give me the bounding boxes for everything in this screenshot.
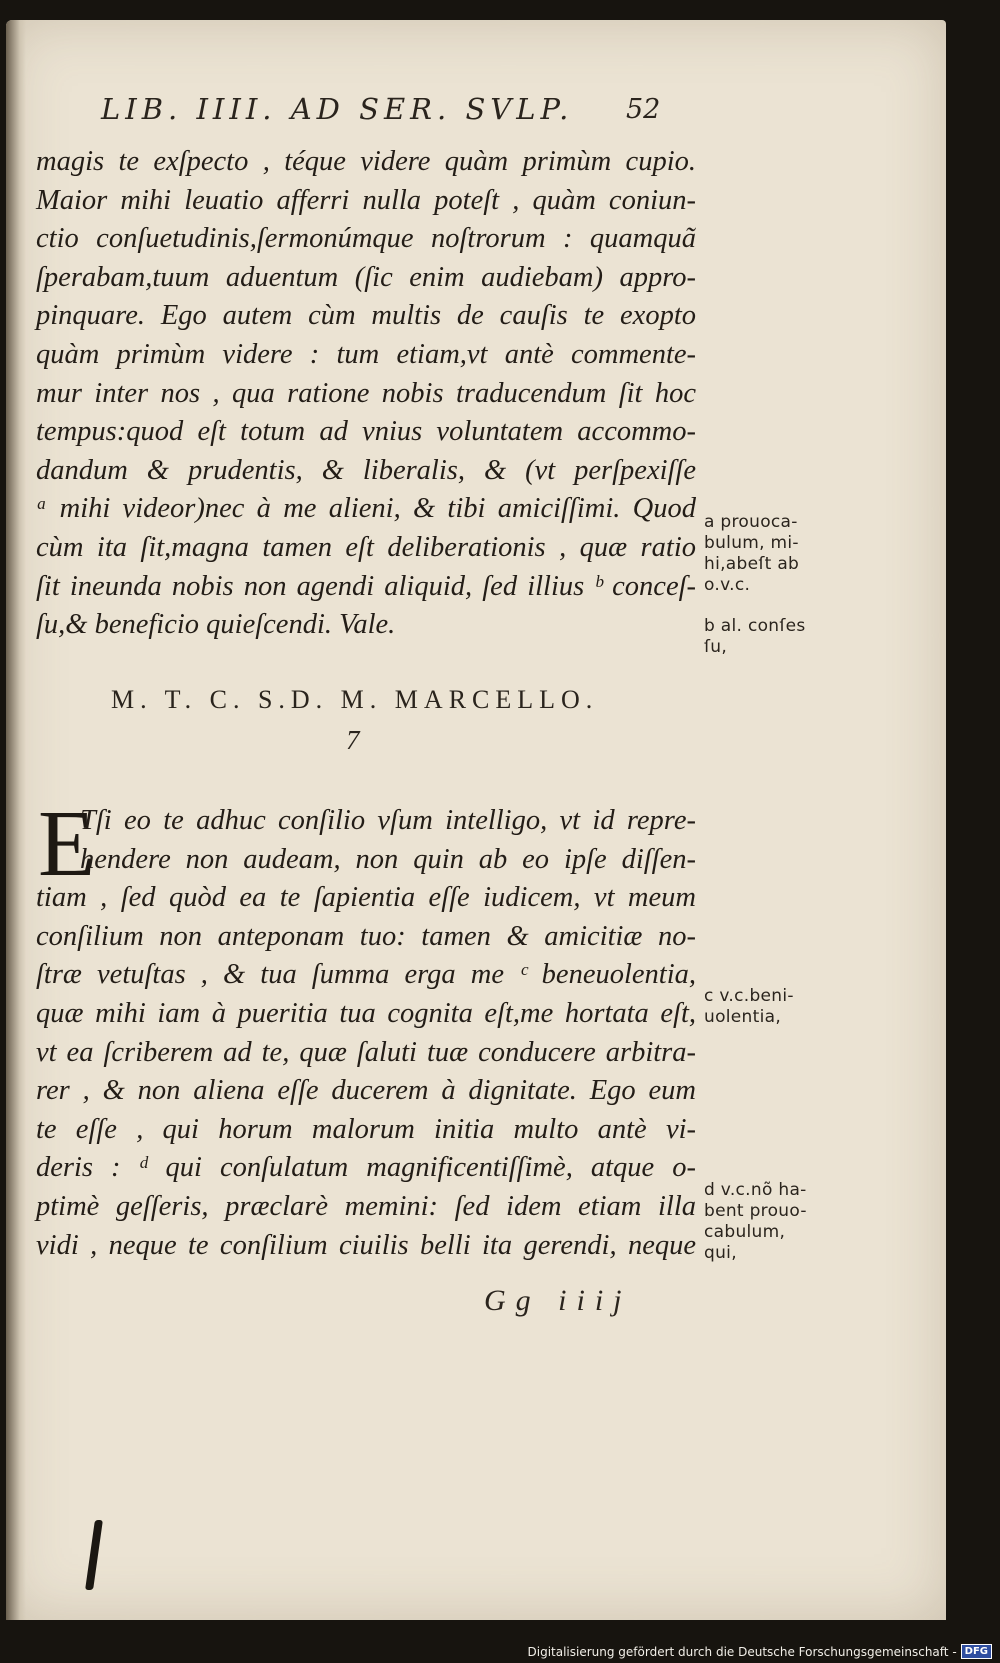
text-line: hendere non audeam, non quin ab eo ipſe diſſen-	[80, 843, 696, 875]
margin-note-line: bulum, mi-	[704, 533, 799, 553]
margin-note-c	[704, 986, 844, 1028]
margin-note-line: cabulum,	[704, 1222, 786, 1242]
text-line: ſperabam,tuum aduentum (ſic enim audiebam) appro-	[36, 261, 696, 293]
margin-note-line: bent prouo-	[704, 1201, 807, 1221]
text-line: rer , & non aliena eſſe ducerem à dignitate. Ego eum	[36, 1075, 696, 1107]
text-line: ſtræ vetuſtas , & tua ſumma erga me ᶜ beneuolentia,	[36, 959, 696, 991]
margin-note-line: o.v.c.	[704, 575, 751, 595]
letter-number: 7	[346, 725, 360, 755]
text-line: te eſſe , qui horum malorum initia multo antè vi-	[36, 1113, 696, 1145]
margin-note-d	[704, 1180, 844, 1264]
text-line: pinquare. Ego autem cùm multis de cauſis te exopto	[36, 300, 696, 332]
text-line: mur inter nos , qua ratione nobis traducendum ſit hoc	[36, 377, 696, 409]
text-line: deris : ᵈ qui conſulatum magnificentiſſimè, atque o-	[36, 1152, 696, 1184]
folio-number: 52	[626, 94, 661, 125]
text-line: ctio conſuetudinis,ſermonúmque noſtrorum : quamquã	[36, 223, 696, 255]
credit-text: Digitalisierung gefördert durch die Deutsche Forschungsgemeinschaft -	[527, 1644, 957, 1659]
dfg-logo: DFG	[961, 1644, 992, 1659]
margin-note-line: c v.c.beni-	[704, 986, 794, 1006]
page-gutter-shadow	[6, 20, 26, 1620]
margin-note-line: b al. conſes	[704, 616, 806, 636]
digitization-credit	[528, 1644, 993, 1659]
text-line: tiam , ſed quòd ea te ſapientia eſſe iudicem, vt meum	[36, 882, 696, 914]
margin-note-line: qui,	[704, 1243, 737, 1263]
running-head: LIB. IIII. AD SER. SVLP.	[101, 92, 574, 126]
text-line: cùm ita ſit,magna tamen eſt deliberationis , quæ ratio	[36, 531, 696, 563]
letter-heading: M. T. C. S.D. M. MARCELLO.	[111, 685, 599, 714]
margin-note-line: d v.c.nõ ha-	[704, 1180, 807, 1200]
text-line: magis te exſpecto , téque videre quàm primùm cupio.	[36, 146, 696, 177]
text-line: quæ mihi iam à pueritia tua cognita eſt,me hortata eſt,	[36, 997, 696, 1029]
margin-note-line: hi,abeſt ab	[704, 554, 800, 574]
margin-note-line: uolentia,	[704, 1007, 782, 1027]
text-line: quàm primùm videre : tum etiam,vt antè commente-	[36, 338, 696, 370]
book-page	[6, 20, 946, 1620]
text-line: tempus:quod eſt totum ad vnius voluntatem accommo-	[36, 416, 696, 448]
text-line: vidi , neque te conſilium ciuilis belli ita gerendi, neque	[36, 1229, 696, 1261]
text-line: ſit ineunda nobis non agendi aliquid, ſed illius ᵇ conceſ-	[36, 570, 696, 602]
text-line: vt ea ſcriberem ad te, quæ ſaluti tuæ conducere arbitra-	[36, 1036, 696, 1068]
margin-note-b	[704, 616, 844, 658]
text-line: ſu,& beneficio quieſcendi. Vale.	[36, 609, 396, 641]
text-line: Tſi eo te adhuc conſilio vſum intelligo, vt id repre-	[80, 805, 696, 836]
gathering-signature: Gg iiij	[484, 1284, 632, 1317]
margin-note-line: a prouoca-	[704, 512, 798, 532]
text-line: ptimè geſſeris, præclarè memini: ſed idem etiam illa	[36, 1190, 696, 1222]
letter-2-text	[36, 792, 696, 1265]
drop-initial: E	[38, 792, 96, 896]
margin-note-line: ſu,	[704, 637, 728, 657]
text-line: conſilium non anteponam tuo: tamen & amicitiæ no-	[36, 920, 696, 952]
letter-1-text	[36, 143, 696, 645]
text-line: dandum & prudentis, & liberalis, & (vt perſpexiſſe	[36, 454, 696, 486]
text-line: Maior mihi leuatio afferri nulla poteſt , quàm coniun-	[36, 184, 696, 216]
text-line: ᵃ mihi videor)nec à me alieni, & tibi amiciſſimi. Quod	[36, 493, 696, 525]
margin-note-a	[704, 512, 844, 596]
pencil-mark	[85, 1520, 103, 1590]
